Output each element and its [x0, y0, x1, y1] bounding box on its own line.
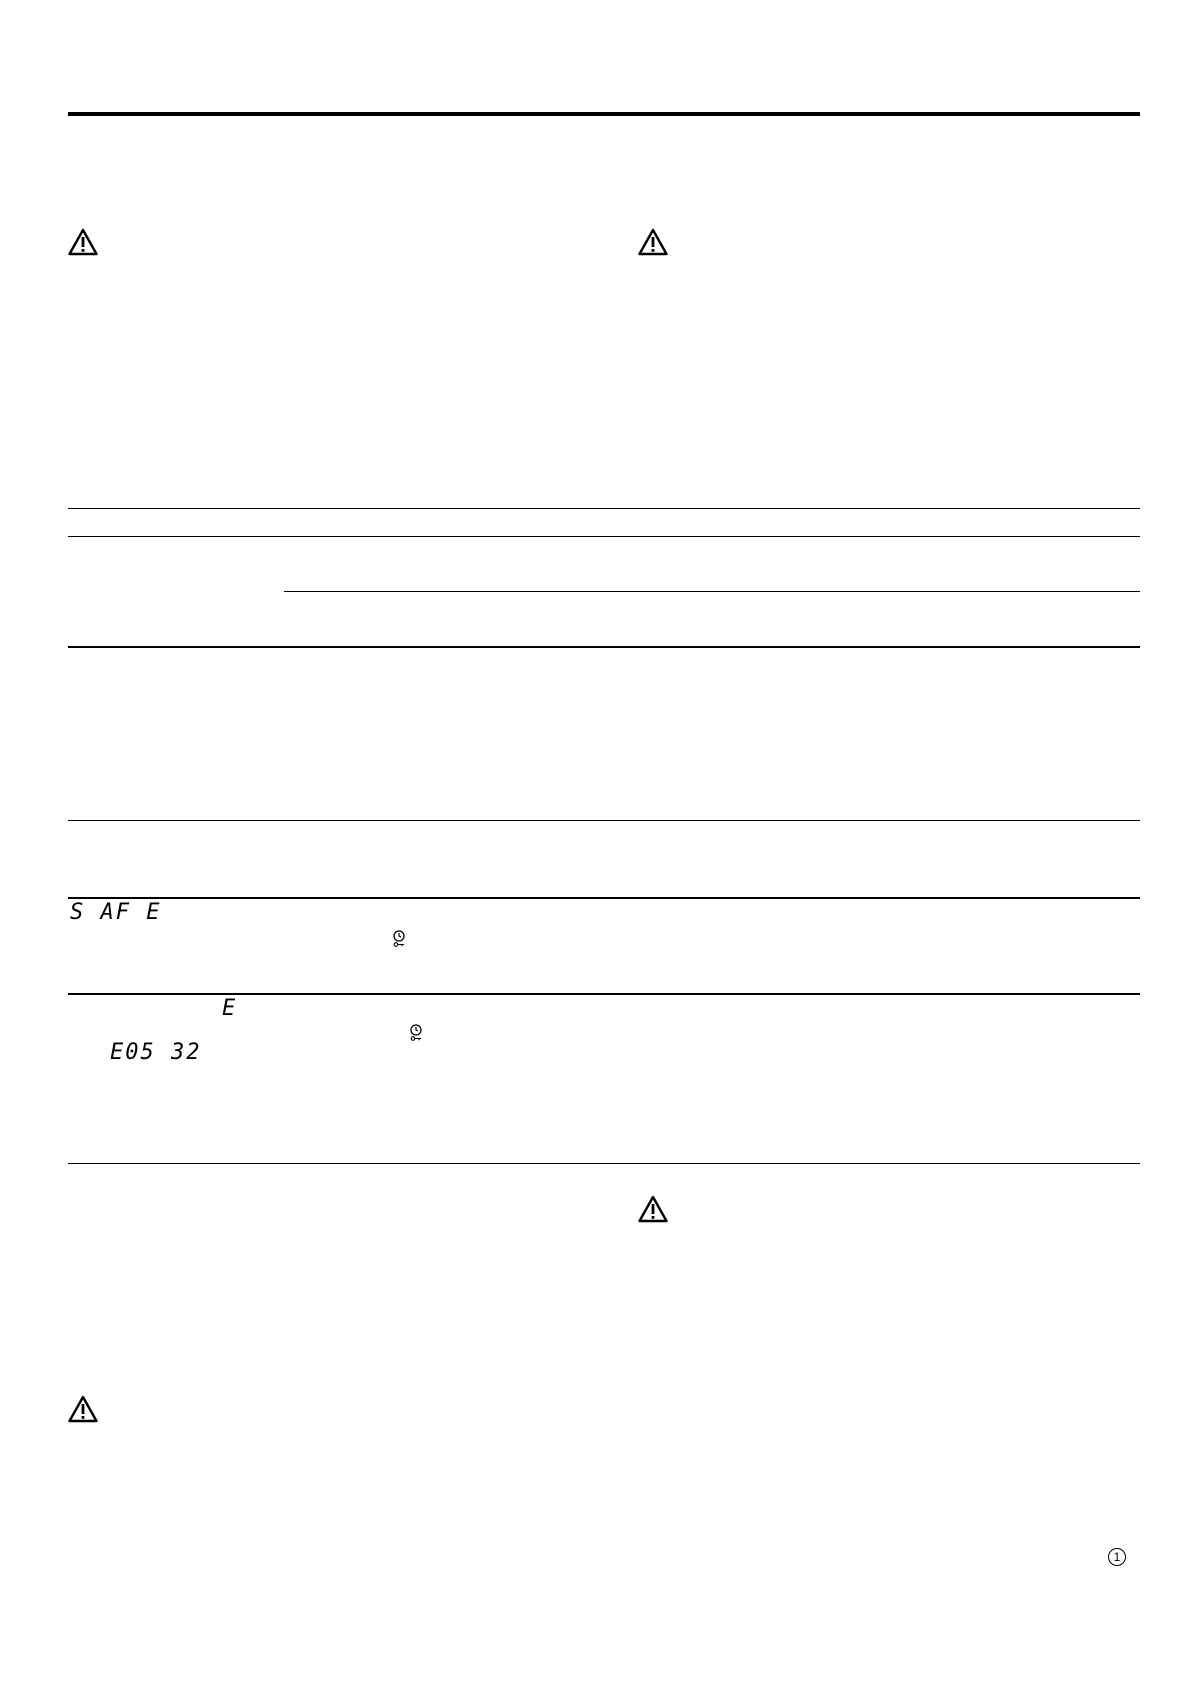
callout-number: 1	[1108, 1548, 1126, 1566]
table-rule	[284, 591, 1140, 592]
warning-triangle-icon	[638, 228, 668, 256]
table-rule	[68, 897, 1140, 899]
timer-key-icon	[409, 1024, 423, 1042]
warning-triangle-icon	[68, 228, 98, 256]
error-code: E05 32	[110, 1040, 202, 1065]
display-code: S AF E	[70, 900, 162, 925]
table-rule	[68, 508, 1140, 509]
table-rule	[68, 993, 1140, 995]
table-rule	[68, 1163, 1140, 1164]
timer-key-icon	[392, 930, 406, 948]
display-code: E	[222, 996, 238, 1021]
table-rule	[68, 820, 1140, 821]
header-rule	[68, 112, 1140, 116]
table-rule	[68, 536, 1140, 537]
warning-triangle-icon	[68, 1395, 98, 1423]
table-rule	[68, 646, 1140, 648]
warning-triangle-icon	[638, 1195, 668, 1223]
